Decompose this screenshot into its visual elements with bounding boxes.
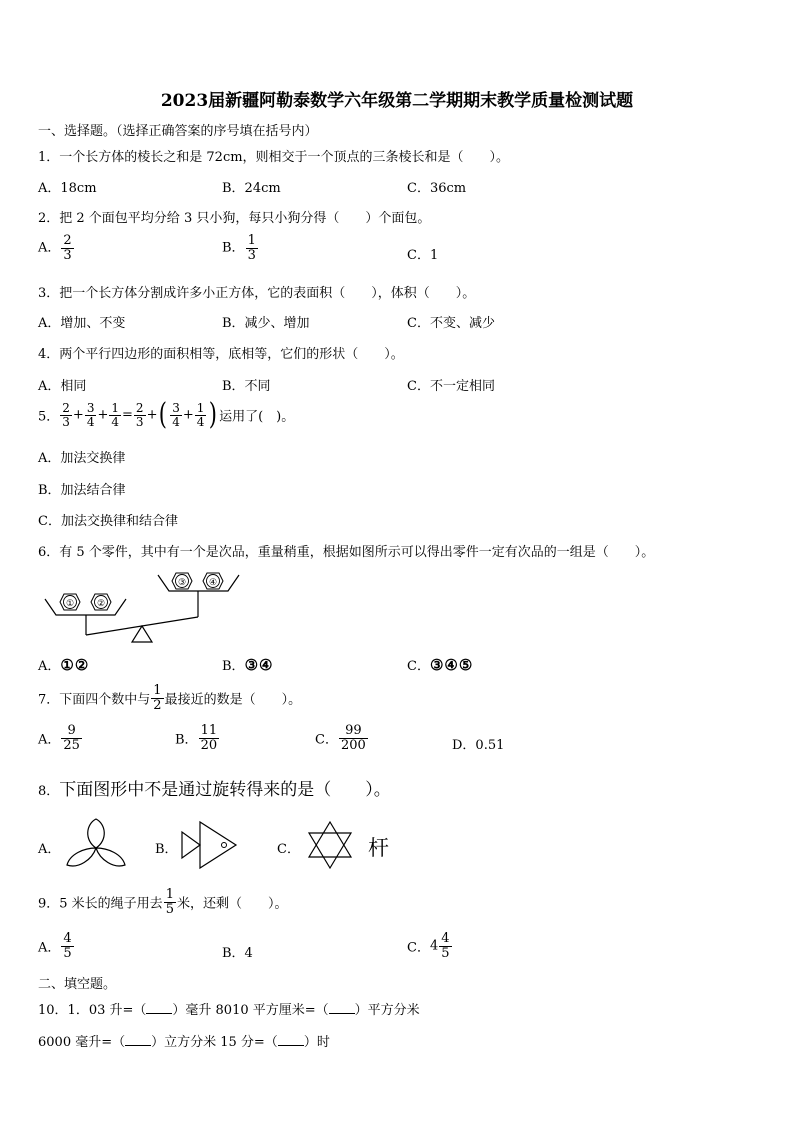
q5-plus-3: + <box>146 407 158 423</box>
q6-b-label: B． <box>222 659 245 674</box>
q8-option-a-label: A． <box>38 842 61 857</box>
right-pan-icon <box>158 575 239 591</box>
q2-option-a <box>38 234 75 262</box>
q10-blank-1 <box>146 1001 172 1014</box>
q5-number: 5． <box>38 409 60 425</box>
q2-a-numerator: 2 <box>63 233 72 248</box>
q5-equals: = <box>122 407 133 423</box>
question-8 <box>38 775 391 800</box>
q1-option-a: A．18cm <box>38 181 97 196</box>
q6-a-value: ①② <box>60 656 90 674</box>
question-2: 2．把 2 个面包平均分给 3 只小狗，每只小狗分得（ ）个面包。 <box>38 211 431 226</box>
q2-option-b-fraction <box>246 234 258 262</box>
q3-option-c: C．不变、减少 <box>407 316 495 331</box>
q5-option-b: B．加法结合律 <box>38 483 126 498</box>
q8-text: 下面图形中不是通过旋转得来的是（ ）。 <box>59 780 391 800</box>
q9-post: 米，还剩（ ）。 <box>176 896 288 912</box>
q7-c-num: 99 <box>339 724 368 739</box>
q7-pre: 7．下面四个数中与 <box>38 692 151 708</box>
q9-option-b: B．4 <box>222 946 253 961</box>
q4-option-c: C．不一定相同 <box>407 379 495 394</box>
q7-b-fraction <box>199 724 220 752</box>
q7-b-num: 11 <box>200 723 218 738</box>
left-pan-icon <box>45 599 126 615</box>
q10-blank-3 <box>125 1033 151 1046</box>
q2-option-a-fraction <box>61 234 73 262</box>
q9-a-label: A． <box>38 940 61 956</box>
q5-option-c: C．加法交换律和结合律 <box>38 514 178 529</box>
q7-a-num: 9 <box>61 724 82 739</box>
q9-option-c <box>407 932 453 960</box>
q9-den: 5 <box>165 901 174 917</box>
q2-option-b-label: B． <box>222 240 245 256</box>
q7-post: 最接近的数是（ ）。 <box>164 692 302 708</box>
q7-b-label: B． <box>175 732 198 748</box>
q8-number: 8． <box>38 784 60 799</box>
q5-f5-den: 4 <box>172 414 180 429</box>
right-weight-2-label: ④ <box>208 578 218 588</box>
question-7 <box>38 684 301 712</box>
six-point-star-icon <box>306 820 354 870</box>
section-2-heading: 二、填空题。 <box>38 977 117 992</box>
left-weight-2-label: ② <box>96 599 106 609</box>
q7-num: 1 <box>153 683 162 698</box>
q7-a-den: 25 <box>63 737 80 753</box>
question-5 <box>38 397 295 432</box>
q7-c-label: C． <box>315 732 338 748</box>
left-weight-1-label: ① <box>65 599 75 609</box>
right-weight-1-label: ③ <box>177 578 187 588</box>
q5-fraction-4 <box>134 402 146 428</box>
q6-b-value: ③④ <box>244 656 274 674</box>
question-9 <box>38 888 287 916</box>
q2-b-denominator: 3 <box>247 247 256 263</box>
q3-option-a: A．增加、不变 <box>38 316 126 331</box>
q6-option-c <box>407 655 473 674</box>
q9-a-fraction <box>61 932 73 960</box>
q10-blank-2 <box>329 1001 355 1014</box>
q5-f2-num: 3 <box>86 400 95 415</box>
q5-left-paren: ( <box>159 397 168 432</box>
q4-option-a: A．相同 <box>38 379 87 394</box>
q5-fraction-6 <box>195 402 207 428</box>
q8-option-b-label: B． <box>155 842 178 857</box>
q10-blank-4 <box>278 1033 304 1046</box>
question-1: 1．一个长方体的棱长之和是 72cm，则相交于一个顶点的三条棱长和是（ ）。 <box>38 150 510 165</box>
page-title: 2023届新疆阿勒泰数学六年级第二学期期末教学质量检测试题 <box>160 91 634 111</box>
q1-option-b: B．24cm <box>222 181 281 196</box>
q9-a-den: 5 <box>63 945 72 961</box>
question-10-line-2 <box>38 1031 330 1050</box>
q7-b-den: 20 <box>200 737 218 753</box>
fulcrum-triangle-icon <box>132 626 152 642</box>
q5-f1-num: 2 <box>62 400 70 415</box>
q9-fraction <box>164 888 176 916</box>
q5-tail: 运用了( )。 <box>219 409 295 425</box>
q1-option-c: C．36cm <box>407 181 467 196</box>
q5-fraction-1 <box>60 402 72 428</box>
q9-c-den: 5 <box>441 945 450 961</box>
q7-a-label: A． <box>38 732 61 748</box>
question-6: 6．有 5 个零件，其中有一个是次品，重量稍重，根据如图所示可以得出零件一定有次品的一组是（ ）。 <box>38 545 655 560</box>
q4-option-b: B．不同 <box>222 379 271 394</box>
section-1-heading: 一、选择题。（选择正确答案的序号填在括号内） <box>38 124 318 139</box>
question-4: 4．两个平行四边形的面积相等，底相等，它们的形状（ ）。 <box>38 347 404 362</box>
q8-option-c-label: C． <box>277 842 300 857</box>
q7-option-c <box>315 724 369 752</box>
q9-c-label: C． <box>407 940 430 956</box>
q7-option-a <box>38 724 83 752</box>
q10-l1-part-b: ）毫升 8010 平方厘米=（ <box>172 1003 329 1018</box>
q10-l2-part-b: ）立方分米 15 分=（ <box>151 1035 278 1050</box>
q9-c-whole: 4 <box>429 938 439 954</box>
q6-c-label: C． <box>407 659 430 674</box>
q2-b-numerator: 1 <box>247 233 256 248</box>
q10-l2-part-c: ）时 <box>303 1035 330 1050</box>
q7-option-d: D．0.51 <box>452 738 505 753</box>
q5-fraction-5 <box>170 402 182 428</box>
q7-c-den: 200 <box>340 737 366 753</box>
q10-l1-part-c: ）平方分米 <box>354 1003 420 1018</box>
q2-a-denominator: 3 <box>63 247 72 263</box>
q3-option-b: B．减少、增加 <box>222 316 310 331</box>
q2-option-a-label: A． <box>38 240 61 256</box>
q7-c-fraction <box>339 724 368 752</box>
q9-pre: 9．5 米长的绳子用去 <box>38 896 163 912</box>
q5-f6-den: 4 <box>196 414 205 429</box>
q7-den: 2 <box>153 697 162 713</box>
q5-right-paren: ) <box>209 397 218 432</box>
q5-plus-1: + <box>72 407 84 423</box>
q9-c-num: 4 <box>441 931 450 946</box>
q2-option-c: C．1 <box>407 248 439 263</box>
q6-c-value: ③④⑤ <box>429 656 474 674</box>
q5-f1-den: 3 <box>62 414 70 429</box>
question-3: 3．把一个长方体分割成许多小正方体，它的表面积（ ），体积（ ）。 <box>38 286 476 301</box>
q5-f4-den: 3 <box>135 414 144 429</box>
q9-c-fraction <box>439 932 451 960</box>
q10-l2-part-a: 6000 毫升=（ <box>38 1035 126 1050</box>
q5-f2-den: 4 <box>86 414 95 429</box>
q9-a-num: 4 <box>63 931 72 946</box>
q9-option-a <box>38 932 75 960</box>
q5-f3-num: 1 <box>111 400 120 415</box>
q5-f4-num: 2 <box>135 400 144 415</box>
q7-a-fraction <box>61 724 82 752</box>
fish-arrow-shape-icon <box>180 820 240 870</box>
q5-plus-4: + <box>182 407 194 423</box>
three-petal-flower-icon <box>64 818 128 870</box>
q7-option-b <box>175 724 220 752</box>
question-10-line-1 <box>38 999 420 1018</box>
q10-l1-part-a: 10．1．03 升=（ <box>38 1003 147 1018</box>
q6-a-label: A． <box>38 659 61 674</box>
q6-option-b <box>222 655 273 674</box>
q5-f5-num: 3 <box>172 400 180 415</box>
q5-fraction-3 <box>109 402 121 428</box>
q5-f3-den: 4 <box>111 414 120 429</box>
q5-plus-2: + <box>97 407 109 423</box>
q7-fraction <box>151 684 163 712</box>
q5-option-a: A．加法交换律 <box>38 451 126 466</box>
q5-fraction-2 <box>85 402 97 428</box>
balance-scale-figure <box>40 565 250 645</box>
q5-f6-num: 1 <box>196 400 205 415</box>
q8-character-glyph: 杆 <box>368 836 389 860</box>
q6-option-a <box>38 655 89 674</box>
q2-option-b <box>222 234 259 262</box>
q9-num: 1 <box>165 887 174 902</box>
